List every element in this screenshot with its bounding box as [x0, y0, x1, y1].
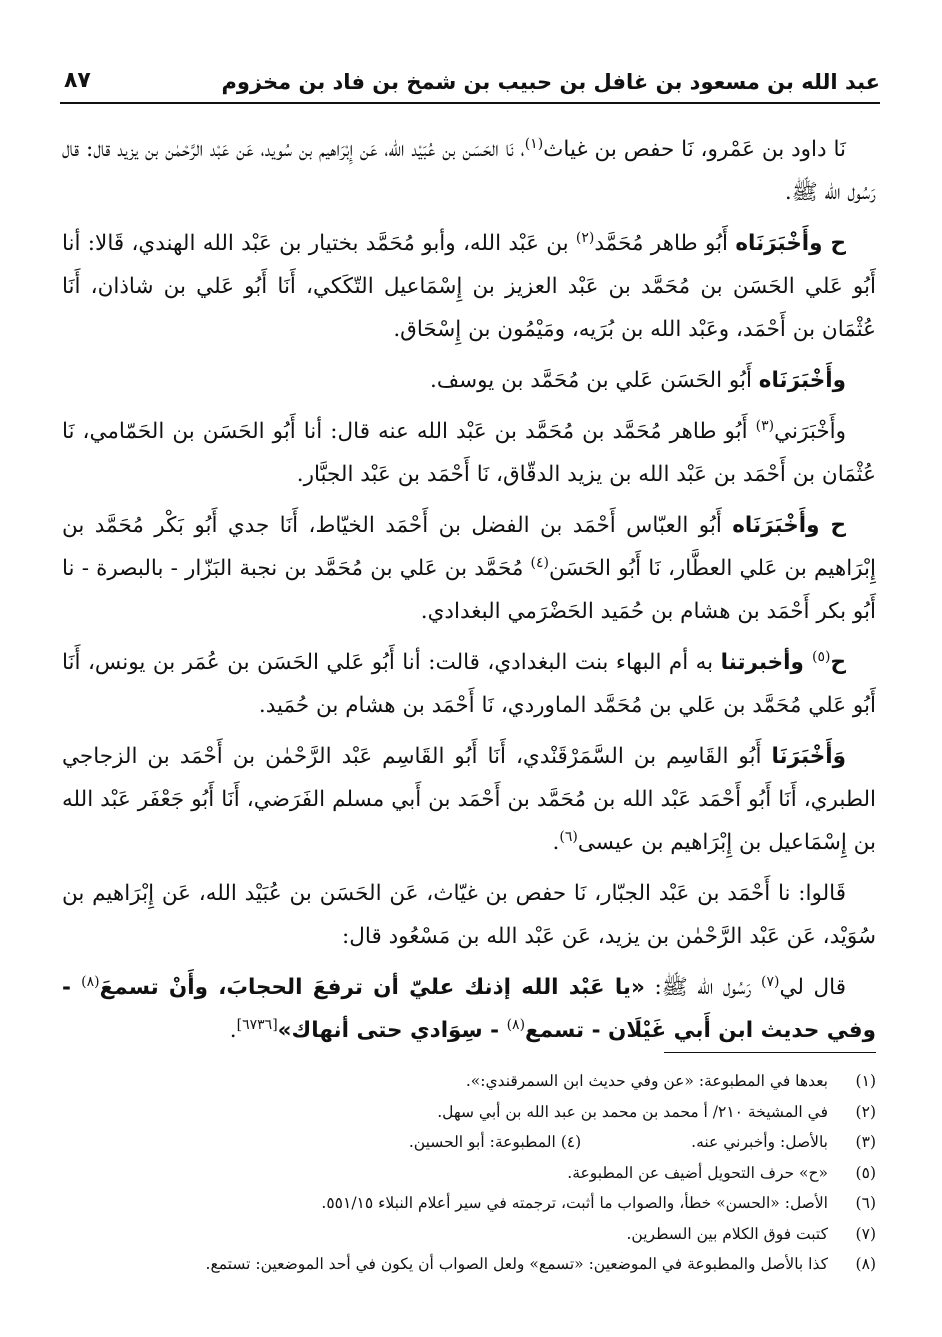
footnote-item — [62, 1097, 876, 1128]
footnote-number: (٣) — [855, 1133, 876, 1151]
paragraph-lead: ح — [830, 650, 846, 675]
footnote-ref: (٨) — [506, 1016, 526, 1033]
footnote-text-secondary: (٤) المطبوعة: أبو الحسين. — [408, 1133, 582, 1151]
footnote-ref: (٢) — [575, 229, 595, 246]
footnote-text: كذا بالأصل والمطبوعة في الموضعين: «تسمع» ولعل الصواب أن يكون في أحد الموضعين: تستمع. — [205, 1255, 828, 1273]
footnote-ref: (٦) — [559, 828, 578, 845]
footnote-text: كتبت فوق الكلام بين السطرين. — [626, 1224, 828, 1243]
text-run: نَا داود بن عَمْرو، نَا حفص بن غياث — [543, 137, 846, 162]
text-run: . — [552, 830, 560, 855]
footnote-ref: (٤) — [530, 554, 549, 571]
text-run: قَالوا: نا أَحْمَد بن عَبْد الجبّار، نَا حفص بن غيّاث، عَن الحَسَن بن عُبَيْد الله، عَن إِبْرَاهيم بن سُوَيْد، عَن عَبْد الرَّحْمٰن بن يزيد، عَن عَبْد الله بن مَسْعُود قال: — [62, 881, 876, 949]
text-run: . — [229, 1018, 237, 1043]
hadith-quote: «يا عَبْد الله إذنك عليّ أن ترفعَ الحجابَ، وأَنْ تسمعَ — [99, 975, 645, 1000]
footnote-divider — [664, 1052, 876, 1053]
footnote-item — [62, 1219, 876, 1250]
text-run: أَبُو طاهر مُحَمَّد بن مُحَمَّد بن عَبْد الله عنه قال: أنا أَبُو الحَسَن بن الحَمّامي، نَا عُثْمَان بن أَحْمَد بن عَبْد الله بن يزيد الدقّاق، نَا أَحْمَد بن عَبْد الجبَّار. — [62, 419, 876, 487]
hadith-quote: - سِوَادي حتى أنهاك» — [277, 1018, 507, 1043]
paragraph-1 — [62, 128, 876, 214]
footnote-ref: (١) — [524, 135, 544, 152]
footnote-number: (٢) — [855, 1102, 876, 1121]
paragraph-8 — [62, 872, 876, 958]
footnote-ref: (٧) — [761, 973, 780, 990]
paragraph-lead: وأَخْبَرَنَاه — [758, 368, 846, 393]
paragraph-lead: وَأَخْبَرَنَا — [771, 744, 846, 769]
footnote-number: (٥) — [855, 1163, 876, 1182]
text-run: أَبُو العبّاس أَحْمَد بن الفضل بن أَحْمَد الخيّاط، أَنَا جدي أَبُو بَكْر مُحَمَّد بن إِبْرَاهيم بن عَلي العطَّار، نَا أَبُو الحَسَن — [62, 513, 876, 581]
paragraph-5 — [62, 504, 876, 633]
paragraph-9 — [62, 966, 876, 1052]
text-run: أَبُو طاهر مُحَمَّد — [594, 231, 736, 256]
footnotes — [62, 1066, 876, 1280]
running-header — [60, 62, 880, 104]
header-title: عبد الله بن مسعود بن غافل بن حبيب بن شمخ بن فاد بن مخزوم — [221, 70, 880, 94]
footnote-ref: (٥) — [812, 648, 831, 665]
main-text — [62, 128, 876, 1060]
paragraph-lead: ح وأَخْبَرَنَاه — [732, 513, 846, 538]
footnote-item — [62, 1188, 876, 1219]
footnote-ref: (٣) — [755, 417, 775, 434]
text-run: مُحَمَّد بن عَلي بن مُحَمَّد بن نجبة البَزّار - بالبصرة - نا أَبُو بكر أَحْمَد بن هشام بن حُمَيد الحَضْرَمي البغدادي. — [62, 556, 876, 624]
footnote-number: (٦) — [855, 1194, 876, 1212]
footnote-item — [62, 1127, 876, 1158]
paragraph-2 — [62, 222, 876, 351]
footnote-item — [62, 1066, 876, 1097]
hadith-quote: - وفي حديث ابن أَبي غَيْلَان - تسمع — [62, 975, 876, 1043]
footnote-number: (٨) — [855, 1255, 876, 1273]
page-number: ٨٧ — [64, 68, 91, 93]
footnote-item — [62, 1158, 876, 1189]
footnote-text: «ح» حرف التحويل أضيف عن المطبوعة. — [567, 1163, 828, 1182]
paragraph-4 — [62, 410, 876, 496]
text-run: به أم البهاء بنت البغدادي، قالت: أنا أَبُو عَلي الحَسَن بن عُمَر بن يونس، أَنَا أَبُو عَلي مُحَمَّد بن عَلي بن مُحَمَّد الماوردي، نَا أَحْمَد بن هشام بن حُمَيد. — [62, 650, 876, 718]
footnote-text: الأصل: «الحسن» خطأ، والصواب ما أثبت، ترجمته في سير أعلام النبلاء ٥٥١/١٥. — [321, 1194, 828, 1212]
text-run: رَسُول الله ﷺ: — [644, 975, 762, 1000]
text-run: بن عَبْد الله، وأبو مُحَمَّد بختيار بن عَبْد الله الهندي، قَالا: أنا أَبُو عَلي الحَسَن بن مُحَمَّد بن عَبْد العزيز بن إِسْمَاعيل التّكَكي، أَنَا أَبُو عَلي بن شاذان، أَنَا عُثْمَان بن أَحْمَد، وعَبْد الله بن بُرَيه، ومَيْمُون بن إِسْحَاق. — [62, 231, 876, 342]
footnote-number: (١) — [855, 1072, 876, 1090]
text-run: أَبُو الحَسَن عَلي بن مُحَمَّد بن يوسف. — [430, 368, 759, 393]
text-run: أَبُو القَاسِم بن السَّمَرْقَنْدي، أَنَا أَبُو القَاسِم عَبْد الرَّحْمٰن بن أَحْمَد بن الزجاجي الطبري، أَنَا أَبُو أَحْمَد عَبْد الله بن مُحَمَّد بن أَحْمَد بن أَبي مسلم الفَرَضي، أَنَا أَبُو جَعْفَر عَبْد الله بن إِسْمَاعيل بن إِبْرَاهيم بن عيسى — [62, 744, 876, 855]
paragraph-lead-2: وأخبرتنا — [720, 650, 813, 675]
text-run: وأَخْبَرَني — [774, 419, 846, 444]
paragraph-7 — [62, 735, 876, 864]
footnote-text: بالأصل: وأخبرني عنه. — [691, 1133, 828, 1151]
paragraph-3 — [62, 359, 876, 402]
paragraph-lead: ح وأَخْبَرَنَاه — [735, 231, 846, 256]
footnote-text: في المشيخة ٢١٠/ أ محمد بن محمد بن عبد الله بن أبي سهل. — [437, 1102, 828, 1121]
hadith-number: [٦٧٣٦] — [236, 1016, 278, 1033]
footnote-item — [62, 1249, 876, 1280]
text-run: ، نَا الحَسَن بن عُبَيْد الله، عَن إِبْرَاهيم بن سُويد، عَن عَبْد الرَّحْمٰن بن يزيد قال: قال رَسُول الله ﷺ. — [62, 137, 876, 205]
footnote-number: (٧) — [855, 1224, 876, 1243]
footnote-ref: (٨) — [81, 973, 100, 990]
paragraph-6 — [62, 641, 876, 727]
text-run: قال لي — [779, 975, 846, 1000]
footnote-text: بعدها في المطبوعة: «عن وفي حديث ابن السمرقندي:». — [465, 1072, 828, 1090]
